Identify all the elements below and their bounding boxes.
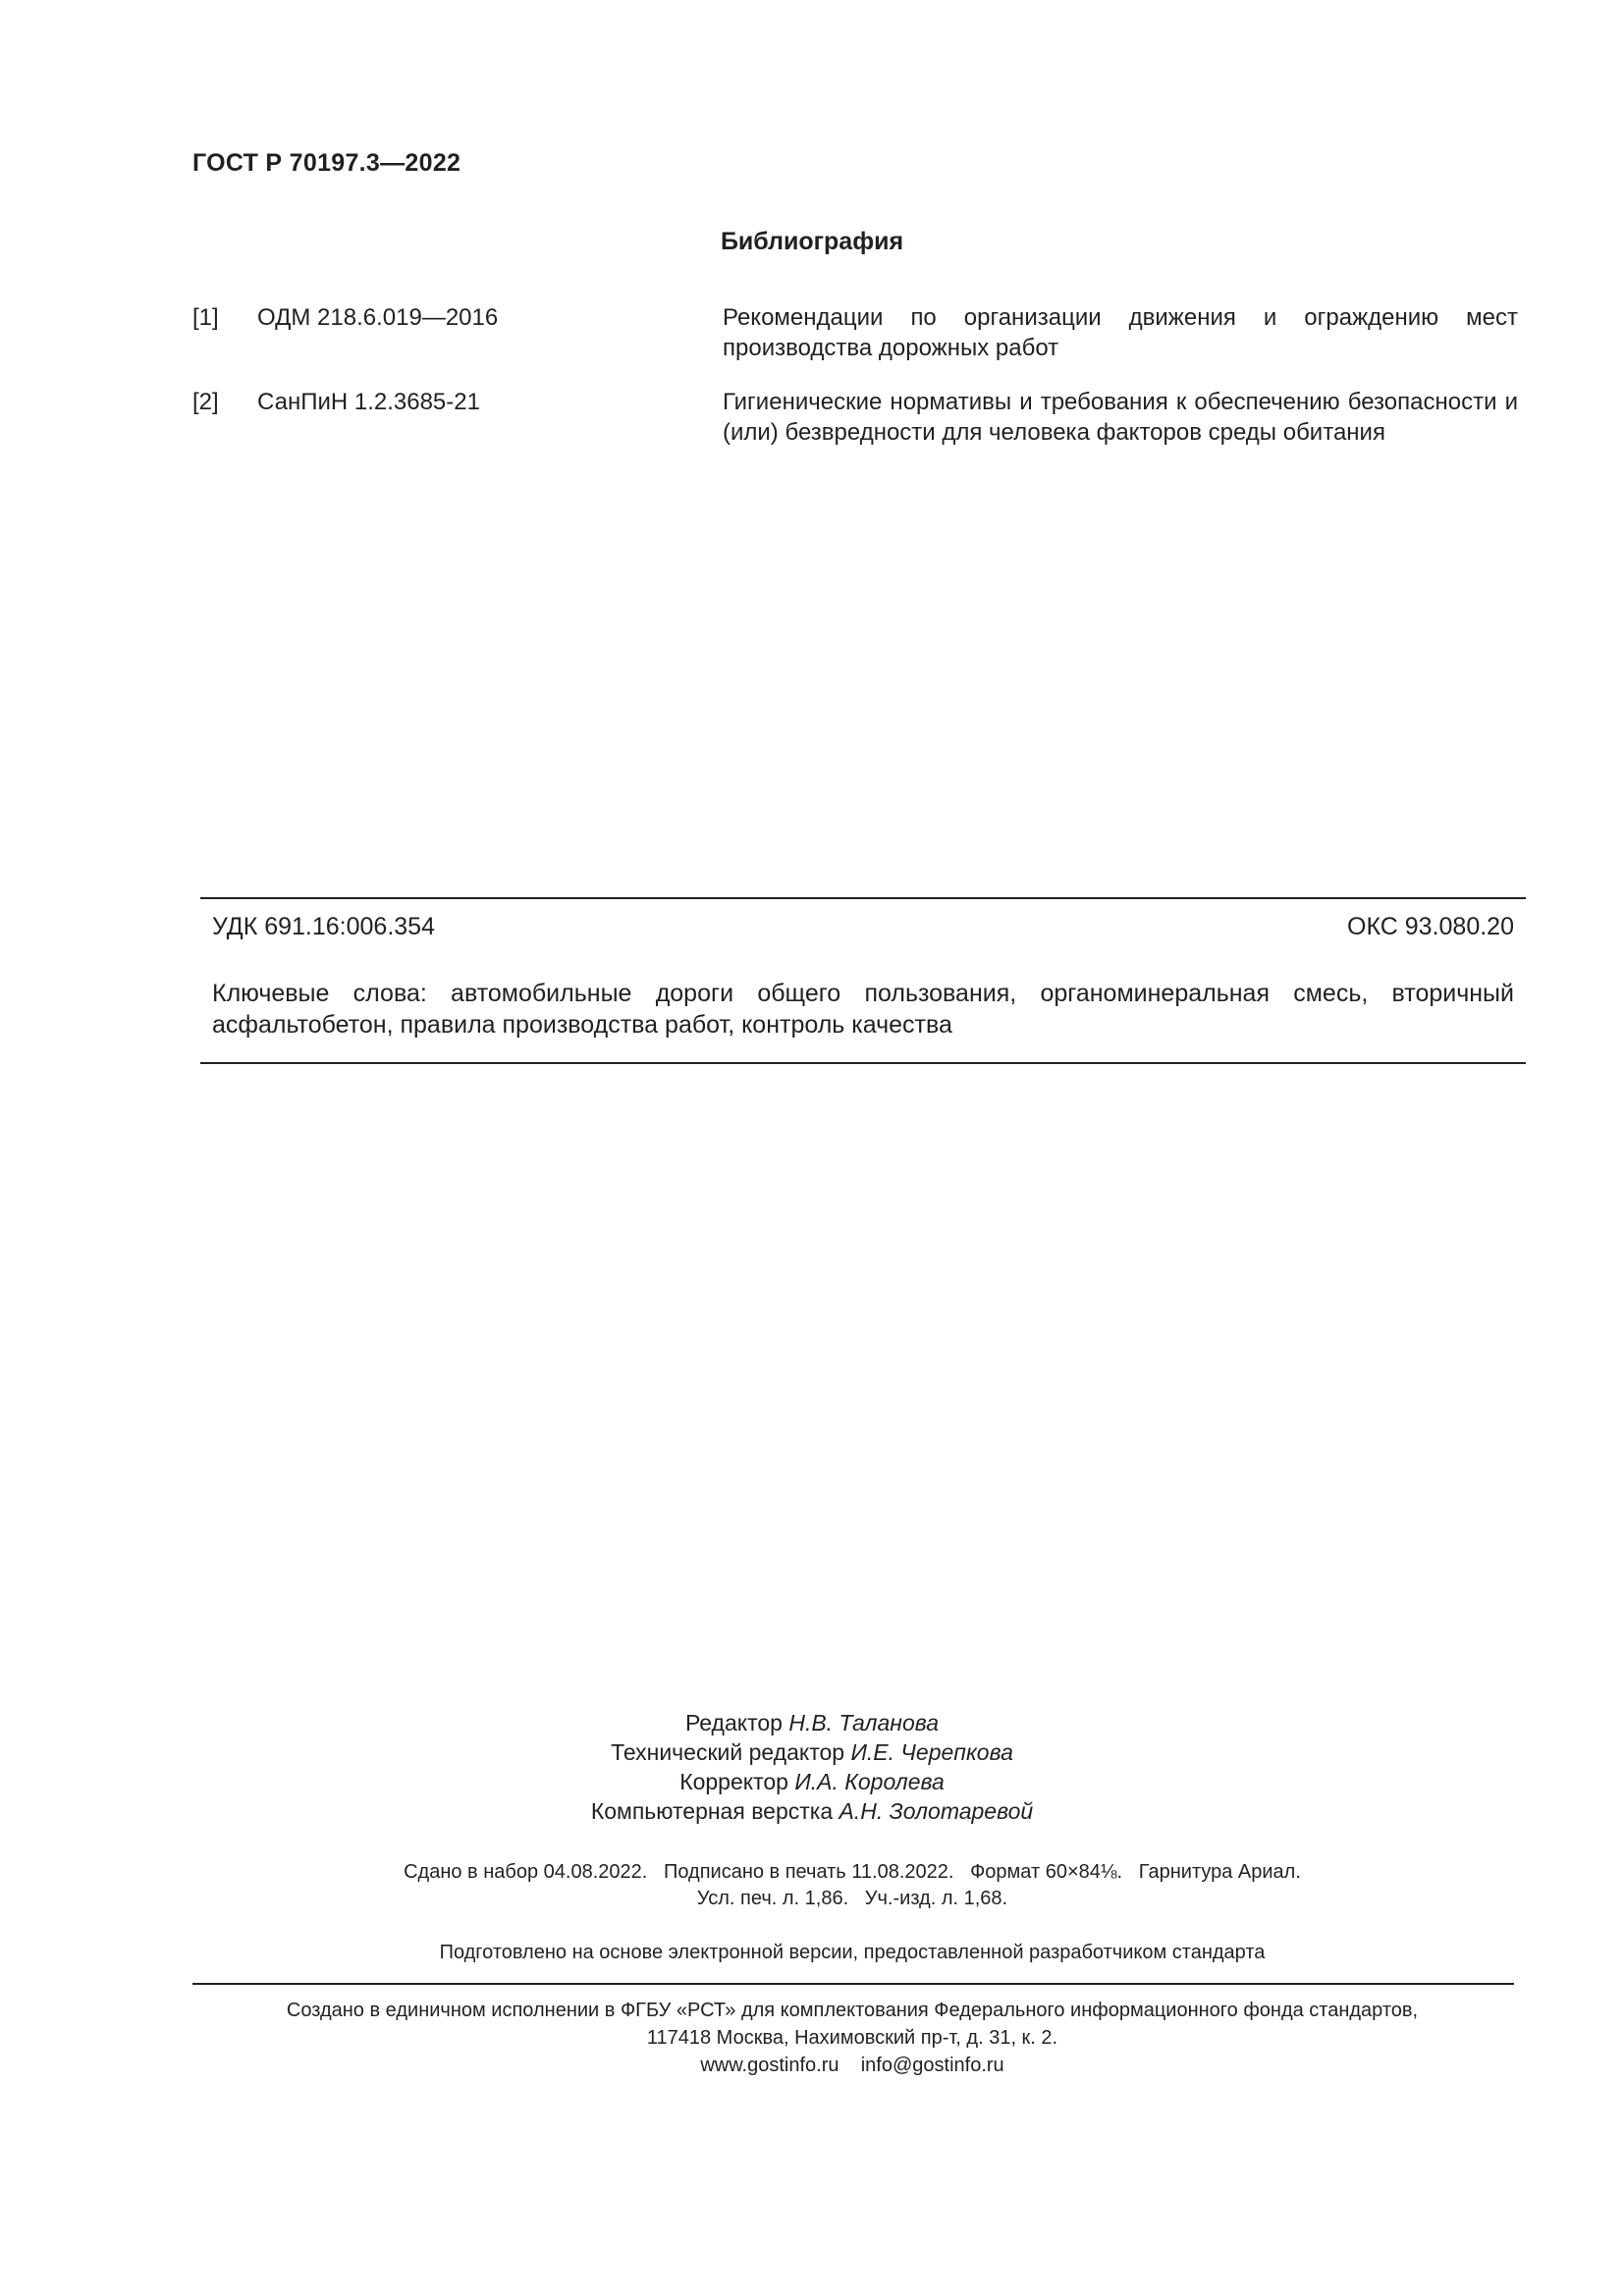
udk-code: УДК 691.16:006.354 [212,913,435,940]
bibliography-entry-description: Гигиенические нормативы и требования к обеспечению безопасности и (или) безвредности для человека факторов среды обитания [723,389,1518,446]
imprint-line: Сдано в набор 04.08.2022. Подписано в печать 11.08.2022. Формат 60×84⅛. Гарнитура Ариал. [404,1861,1301,1883]
publisher-address: 117418 Москва, Нахимовский пр-т, д. 31, к. 2. [646,2027,1058,2049]
publisher-rule [192,1983,1514,1985]
credit-role: Редактор [684,1710,783,1735]
credit-role: Технический редактор [611,1739,845,1765]
credit-line [0,1737,1624,1767]
credits-block [0,1708,1624,1826]
oks-code: ОКС 93.080.20 [1347,913,1514,940]
publisher-block [0,1997,1624,2079]
publisher-line: Создано в единичном исполнении в ФГБУ «РСТ» для комплектования Федерального информационного фонда стандартов, [286,2000,1419,2021]
bibliography-entry-number: [1] [192,304,219,331]
document-code: ГОСТ Р 70197.3—2022 [192,149,461,177]
credit-role: Корректор [679,1769,788,1794]
credit-person: Н.В. Таланова [788,1710,940,1735]
prepared-note: Подготовлено на основе электронной версии, предоставленной разработчиком стандарта [439,1942,1266,1963]
bibliography-entry-number: [2] [192,389,219,415]
credit-line [0,1796,1624,1826]
bibliography-entry-code: СанПиН 1.2.3685-21 [257,389,480,415]
bibliography-entry-description: Рекомендации по организации движения и ограждению мест производства дорожных работ [723,304,1518,361]
bibliography-title: Библиография [720,228,904,255]
credit-role: Компьютерная верстка [590,1798,834,1824]
classification-top-rule [200,897,1526,899]
credit-person: И.А. Королева [794,1769,945,1794]
imprint-block [0,1859,1624,1912]
bibliography-entry-code: ОДМ 218.6.019—2016 [257,304,499,331]
publisher-contacts: www.gostinfo.ru info@gostinfo.ru [700,2055,1004,2076]
imprint-line: Усл. печ. л. 1,86. Уч.-изд. л. 1,68. [696,1888,1008,1909]
keywords-text: Ключевые слова: автомобильные дороги общего пользования, органоминеральная смесь, вторичный асфальтобетон, правила производства работ, контроль качества [212,980,1514,1039]
credit-person: И.Е. Черепкова [850,1739,1013,1765]
credit-person: А.Н. Золотаревой [839,1798,1034,1824]
classification-bottom-rule [200,1062,1526,1064]
credit-line [0,1767,1624,1796]
credit-line [0,1708,1624,1737]
